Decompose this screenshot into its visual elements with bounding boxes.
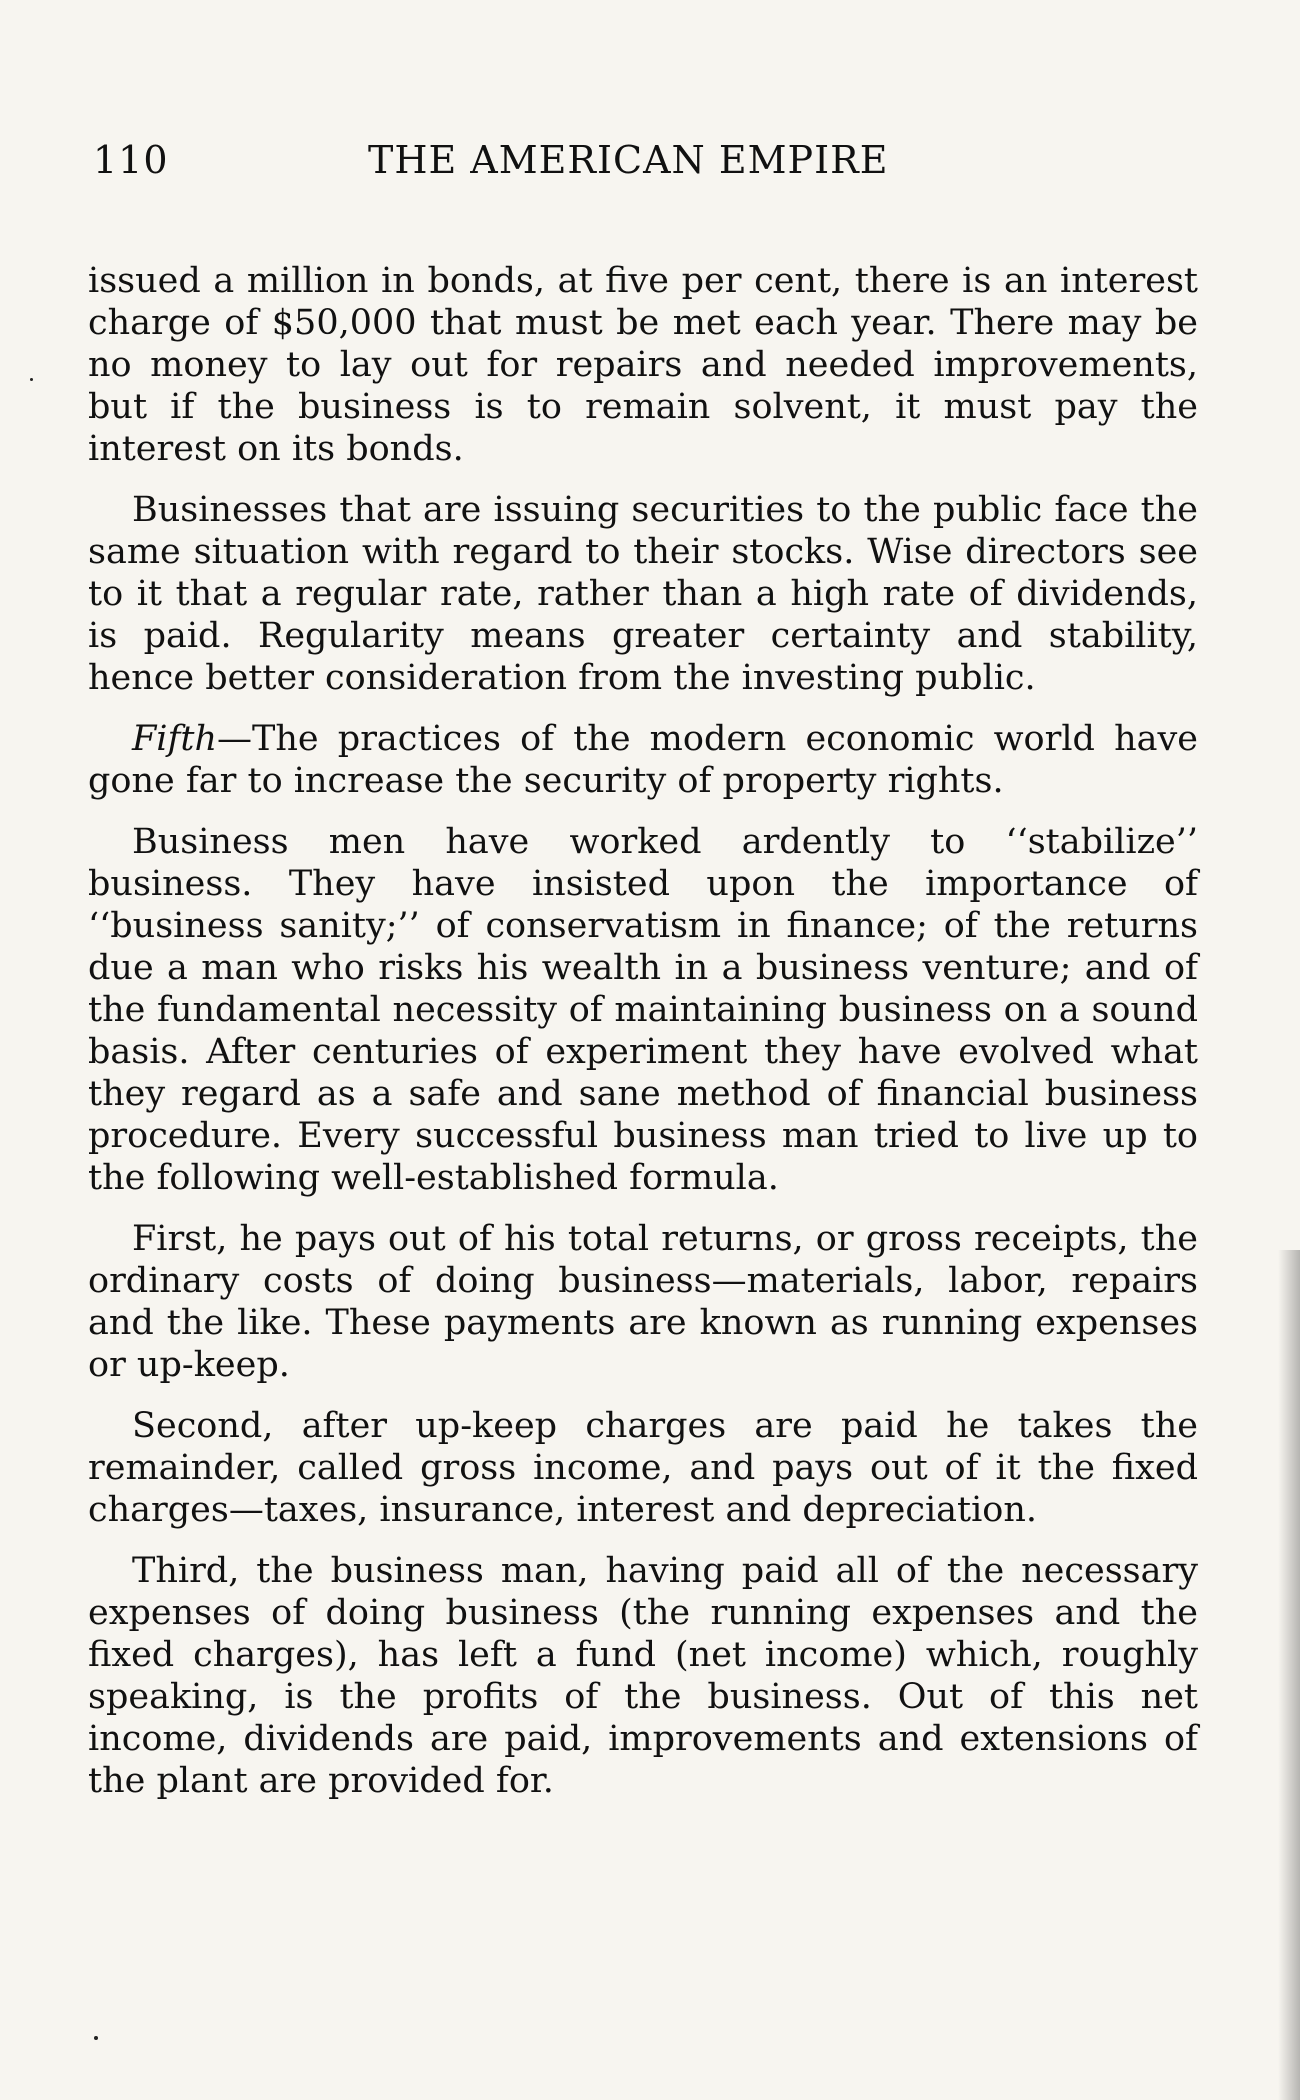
running-head: THE AMERICAN EMPIRE: [368, 138, 889, 182]
ink-speck: [30, 378, 33, 381]
paragraph-first: [88, 1218, 1198, 1386]
page-binding-edge: [1278, 1250, 1300, 2100]
paragraph-text: Businesses that are issuing securities to the public face the same situation with regard to their stocks. Wise directors see to it that a regular rate, rather than a high rate of dividends, is paid. Regularity means greater certainty and stability, hence better consideration from the investing public.: [88, 490, 1198, 698]
page-number: 110: [93, 138, 169, 182]
paragraph-bond-interest: [88, 260, 1198, 470]
paragraph-third: [88, 1550, 1198, 1802]
paragraph-stabilize: [88, 821, 1198, 1199]
paragraph-text: Second, after up-keep charges are paid he takes the remainder, called gross income, and pays out of it the fixed charges—taxes, insurance, interest and depreciation.: [88, 1406, 1198, 1530]
paragraph-text: First, he pays out of his total returns, or gross receipts, the ordinary costs of doing business—materials, labor, repairs and the like. These payments are known as running expenses or up-keep.: [88, 1219, 1198, 1385]
paragraph-second: [88, 1405, 1198, 1531]
page-header: [88, 138, 1198, 188]
paragraph-text: Third, the business man, having paid all of the necessary expenses of doing business (the running expenses and the fixed charges), has left a fund (net income) which, roughly speaking, is the profits of the business. Out of this net income, dividends are paid, improvements and extensions of the plant are provided for.: [88, 1551, 1198, 1801]
paragraph-text: —The practices of the modern economic world have gone far to increase the security of property rights.: [88, 719, 1198, 801]
paragraph-text: issued a million in bonds, at five per cent, there is an interest charge of $50,000 that must be met each year. There may be no money to lay out for repairs and needed improvements, but if the business is to remain solvent, it must pay the interest on its bonds.: [88, 261, 1198, 469]
body-text: [88, 260, 1198, 1821]
paragraph-stock-dividends: [88, 489, 1198, 699]
paragraph-text: Business men have worked ardently to ‘‘stabilize’’ business. They have insisted upon the importance of ‘‘business sanity;’’ of conservatism in finance; of the returns due a man who risks his wealth in a business venture; and of the fundamental necessity of maintaining business on a sound basis. After centuries of experiment they have evolved what they regard as a safe and sane method of financial business procedure. Every successful business man tried to live up to the following well-established formula.: [88, 822, 1198, 1198]
paragraph-lead-italic: Fifth: [132, 719, 218, 759]
paragraph-fifth: [88, 718, 1198, 802]
ink-speck: [94, 2036, 98, 2040]
